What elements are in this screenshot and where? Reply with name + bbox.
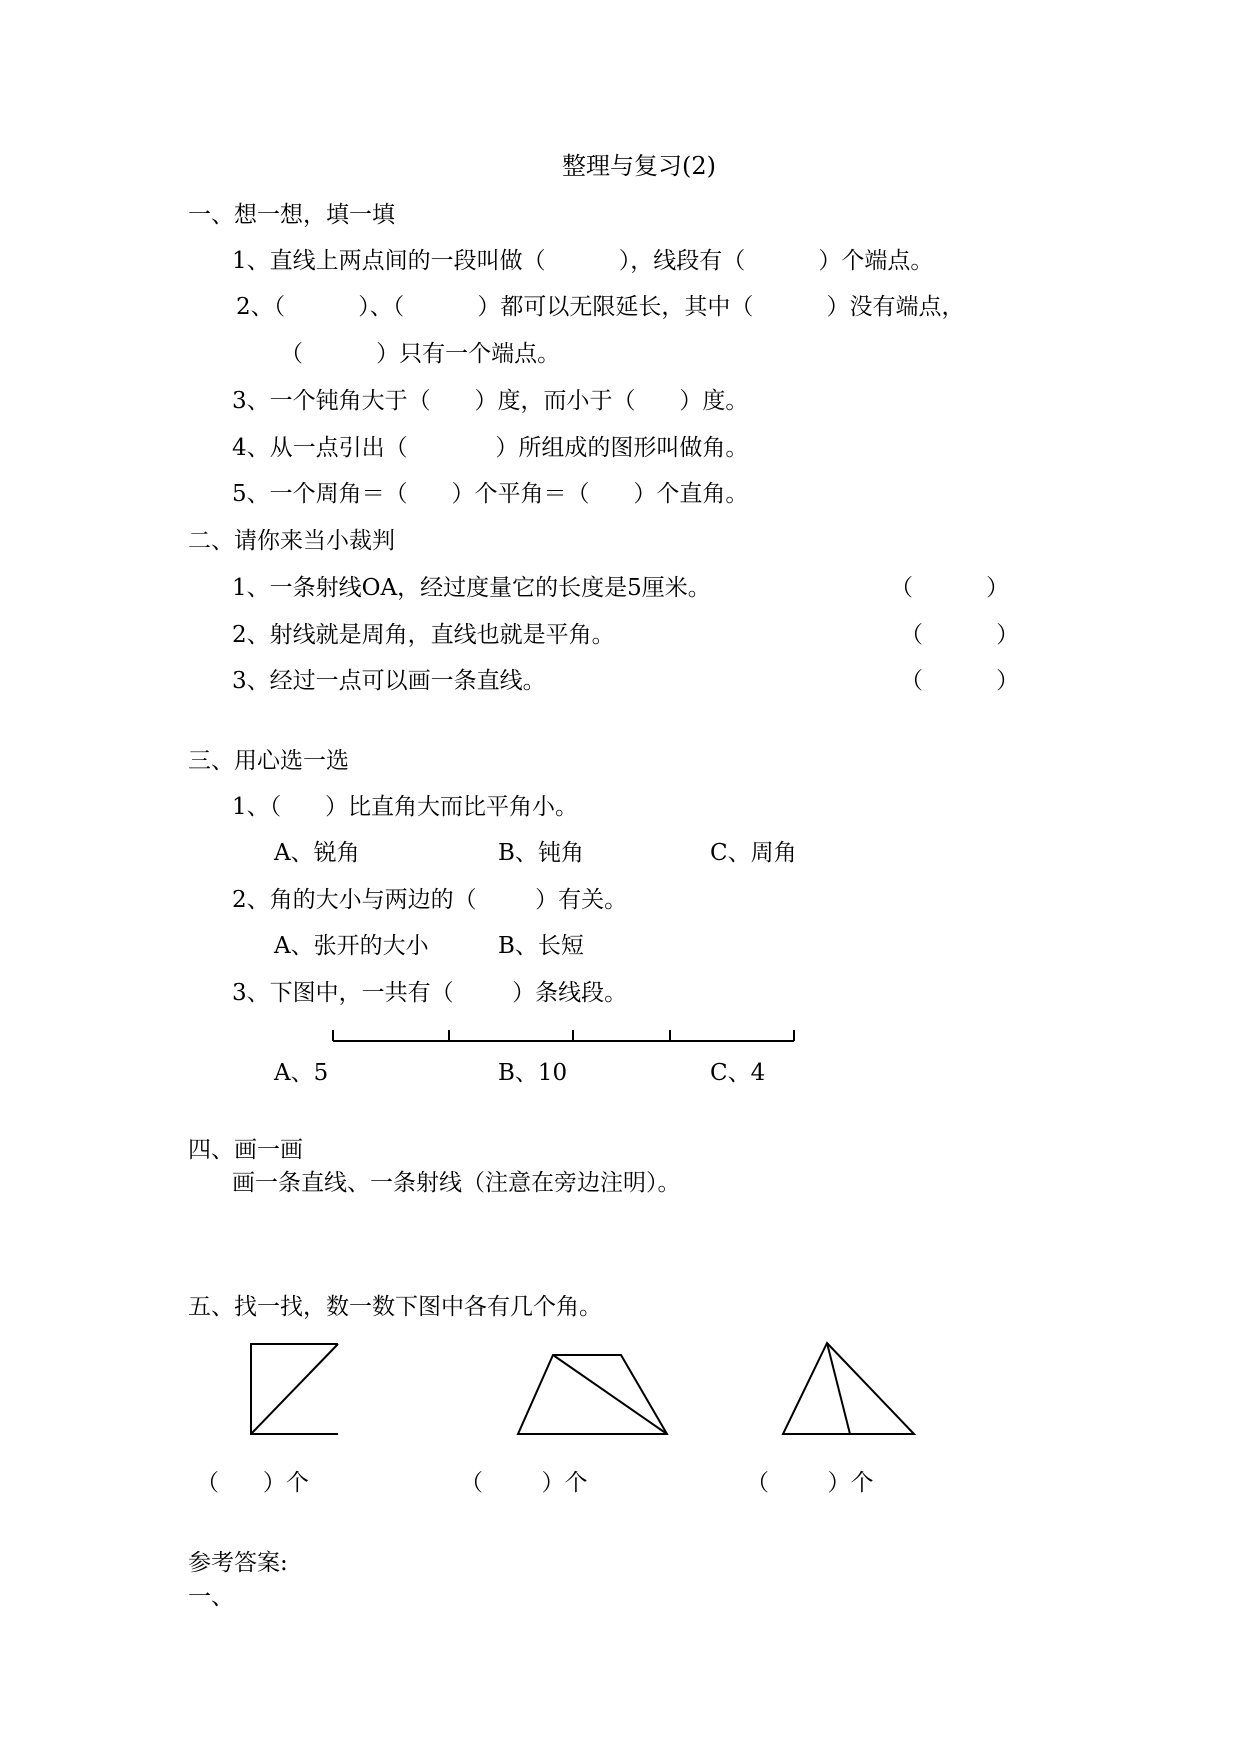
choice-3-option-b: B、10 <box>498 1060 568 1086</box>
section-5-heading: 五、找一找，数一数下图中各有几个角。 <box>188 1294 602 1320</box>
question-1-3: 3、一个钝角大于（ ）度，而小于（ ）度。 <box>232 388 749 414</box>
choice-1-option-b: B、钝角 <box>498 840 584 866</box>
choice-3-option-a: A、5 <box>274 1060 329 1086</box>
question-1-5: 5、一个周角＝（ ）个平角＝（ ）个直角。 <box>232 481 749 507</box>
question-1-4: 4、从一点引出（ ）所组成的图形叫做角。 <box>232 435 749 461</box>
choice-2-option-a: A、张开的大小 <box>274 933 429 959</box>
judge-item-2: 2、射线就是周角，直线也就是平角。 <box>232 622 615 648</box>
figure-3-answer-blank: （ ）个 <box>746 1470 874 1496</box>
choice-2-option-b: B、长短 <box>498 933 584 959</box>
angle-figure-3 <box>780 1340 920 1440</box>
choice-question-1: 1、（ ）比直角大而比平角小。 <box>232 794 578 820</box>
judge-mark-3: （ ） <box>900 668 1020 694</box>
answers-section-1: 一、 <box>188 1584 234 1610</box>
angle-figure-1 <box>248 1340 348 1440</box>
answers-heading: 参考答案: <box>188 1550 288 1576</box>
judge-item-1: 1、一条射线OA，经过度量它的长度是5厘米。 <box>232 575 711 601</box>
section-4-heading: 四、画一画 <box>188 1137 303 1163</box>
judge-item-3: 3、经过一点可以画一条直线。 <box>232 668 546 694</box>
choice-question-3: 3、下图中，一共有（ ）条线段。 <box>232 980 628 1006</box>
question-1-1: 1、直线上两点间的一段叫做（ ），线段有（ ）个端点。 <box>232 248 934 274</box>
figure-1-answer-blank: （ ）个 <box>196 1470 309 1496</box>
figure-3-triangle <box>783 1343 914 1434</box>
section-2-heading: 二、请你来当小裁判 <box>188 528 395 554</box>
section-3-heading: 三、用心选一选 <box>188 748 349 774</box>
segment-figure <box>330 1025 800 1045</box>
question-1-2b: （ ）只有一个端点。 <box>280 341 561 367</box>
figure-2-trapezoid <box>518 1355 667 1434</box>
angle-figure-2 <box>515 1352 675 1442</box>
figure-2-diagonal <box>553 1355 667 1434</box>
figure-3-inner-line <box>827 1343 850 1434</box>
page-title: 整理与复习(2) <box>562 152 716 180</box>
choice-question-2: 2、角的大小与两边的（ ）有关。 <box>232 887 628 913</box>
figure-1-diagonal <box>251 1344 338 1434</box>
section-1-heading: 一、想一想，填一填 <box>188 202 395 228</box>
choice-1-option-c: C、周角 <box>710 840 797 866</box>
choice-3-option-c: C、4 <box>710 1060 766 1086</box>
question-1-2a: 2、（ ）、（ ）都可以无限延长，其中（ ）没有端点， <box>236 294 965 320</box>
judge-mark-2: （ ） <box>900 622 1020 648</box>
section-4-instruction: 画一条直线、一条射线（注意在旁边注明）。 <box>232 1170 681 1196</box>
judge-mark-1: （ ） <box>890 575 1010 601</box>
figure-2-answer-blank: （ ）个 <box>460 1470 588 1496</box>
choice-1-option-a: A、锐角 <box>274 840 360 866</box>
